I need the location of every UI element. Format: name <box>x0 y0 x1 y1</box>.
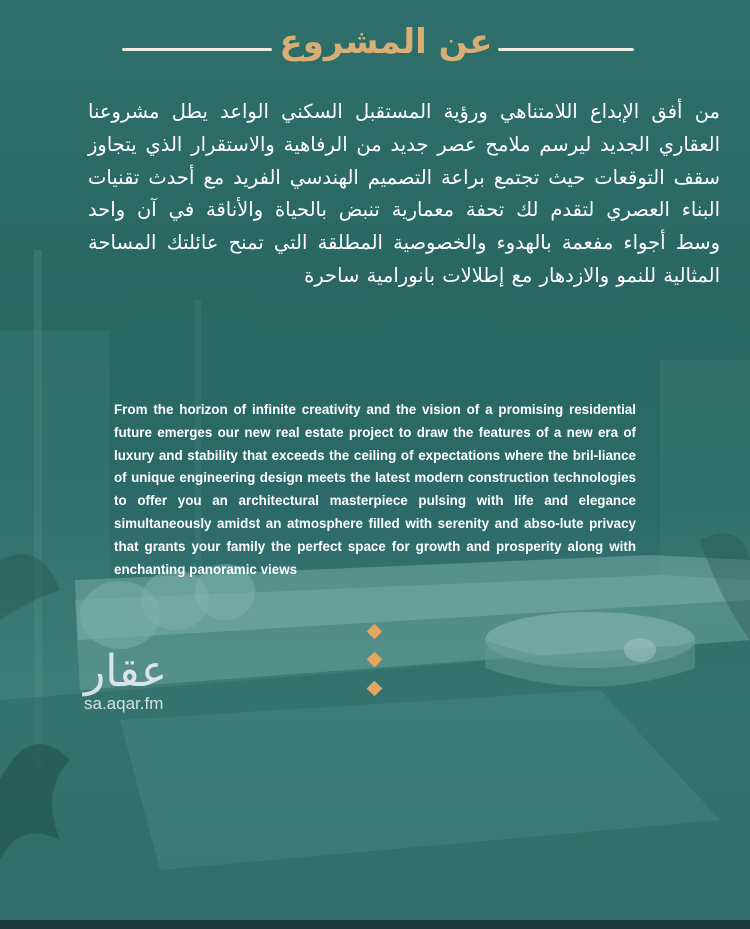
bottom-bar <box>0 920 750 929</box>
title-divider-right <box>498 48 634 51</box>
watermark-url: sa.aqar.fm <box>84 694 164 713</box>
window-frame <box>34 250 42 770</box>
title-divider-left <box>122 48 272 51</box>
title-row <box>0 18 750 68</box>
vase <box>624 638 656 662</box>
watermark-logo <box>84 648 184 714</box>
watermark-logo-text: عقار <box>84 646 168 697</box>
arabic-paragraph: من أفق الإبداع اللامتناهي ورؤية المستقبل السكني الواعد يطل مشروعنا العقاري الجديد ليرسم ملامح عصر جديد من الرفاهية والاستقرار الذي يتجاوز سقف التوقعات حيث تجتمع براعة التصميم الهندسي الفريد مع أحدث تقنيات البناء العصري لتقدم لك تحفة معمارية تنبض بالحياة والأناقة في آن واحد وسط أجواء مفعمة بالهدوء والخصوصية المطلقة التي تمنح عائلتك المساحة المثالية للنمو والازدهار مع إطلالات بانورامية ساحرة <box>88 100 720 287</box>
english-paragraph: From the horizon of infinite creativity and the vision of a promising residential future emerges our new real estate project to draw the features of a new era of luxury and stability that exceeds the ceiling of expectations where the bril-liance of unique engineering design meets the latest modern construction technologies to offer you an architectural masterpiece pulsing with life and elegance simultaneously amidst an atmosphere filled with serenity and abso-lute privacy that grants your family the perfect space for growth and prosperity along with enchanting panoramic views <box>114 402 636 577</box>
page-title: عن المشروع <box>279 22 493 62</box>
